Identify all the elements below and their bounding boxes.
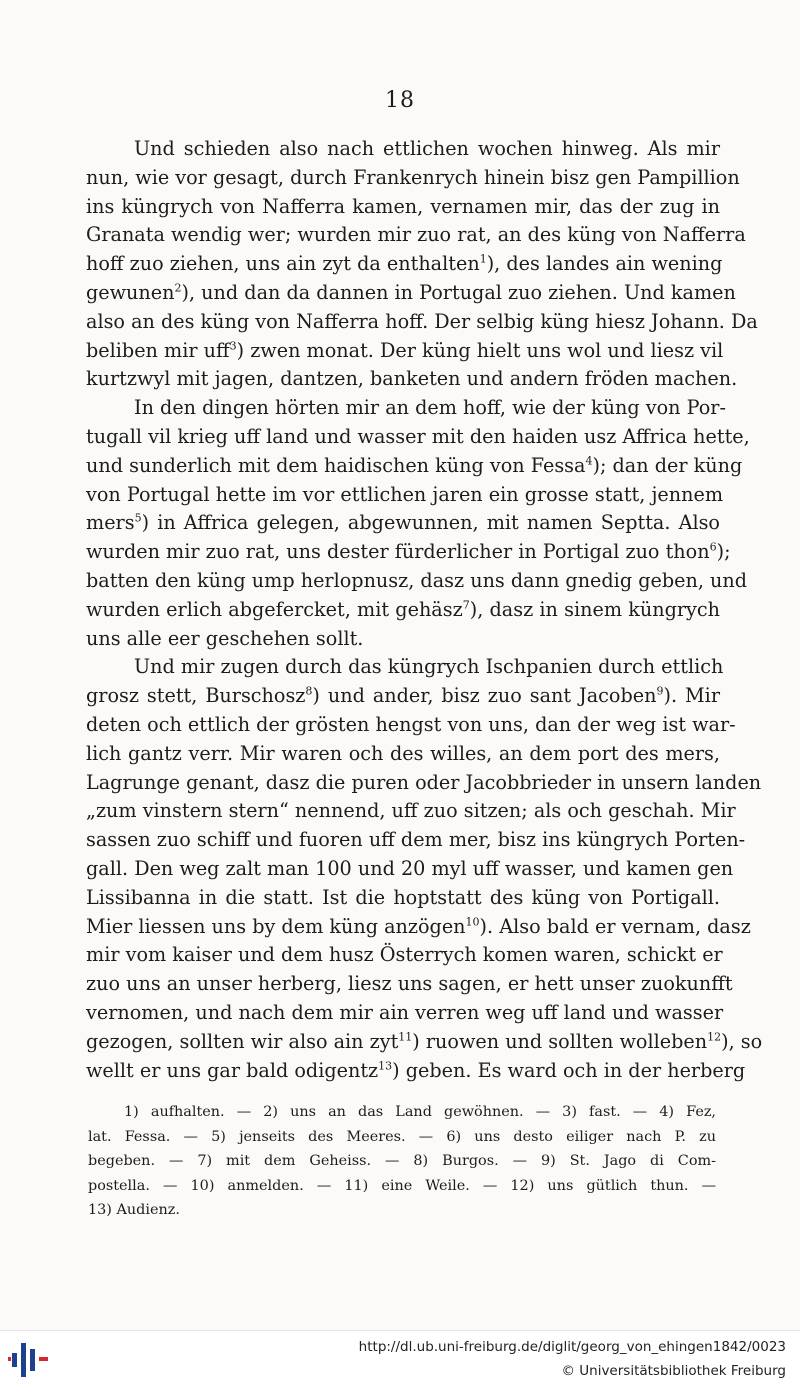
text-segment: nun, wie vor gesagt, durch Frankenrych hinein bisz gen Pampillion — [86, 165, 740, 189]
footnote-ref: 7 — [462, 598, 470, 612]
footnote-ref: 6 — [709, 540, 717, 554]
text-segment: gall. Den weg zalt man 100 und 20 myl uff wasser, und kamen gen — [86, 856, 734, 880]
footnote-line: postella. — 10) anmelden. — 11) eine Weile. — 12) uns gütlich thun. — — [88, 1177, 716, 1194]
text-segment: „zum vinstern stern“ nennend, uff zuo sitzen; als och geschah. Mir — [86, 799, 736, 823]
text-segment: tugall vil krieg uff land und wasser mit den haiden usz Affrica hette, — [86, 424, 750, 448]
text-line — [86, 509, 720, 538]
copyright-notice: © Universitätsbibliothek Freiburg — [561, 1363, 786, 1379]
text-segment: ), so — [721, 1029, 763, 1053]
text-line — [86, 308, 758, 337]
text-segment: ). Also bald er vernam, dasz — [479, 914, 751, 938]
text-segment: also an des küng von Nafferra hoff. Der selbig küng hiesz Johann. Da — [86, 309, 758, 333]
viewer-footer — [0, 1330, 800, 1389]
text-segment: mir vom kaiser und dem husz Österrych komen waren, schickt er — [86, 943, 723, 967]
text-line — [86, 711, 736, 740]
footnote-line: begeben. — 7) mit dem Geheiss. — 8) Burgos. — 9) St. Jago di Com- — [88, 1153, 716, 1169]
text-segment: Mier liessen uns by dem küng anzögen — [86, 914, 466, 938]
text-segment: und sunderlich mit dem haidischen küng von Fessa — [86, 453, 586, 477]
text-segment: deten och ettlich der grösten hengst von uns, dan der weg ist war- — [86, 712, 736, 736]
text-segment: ) zwen monat. Der küng hielt uns wol und liesz vil — [236, 338, 724, 362]
text-segment: ) in Affrica gelegen, abgewunnen, mit namen Septta. Also — [141, 511, 720, 535]
text-segment: hoff zuo ziehen, uns ain zyt da enthalten — [86, 252, 480, 276]
text-segment: wurden mir zuo rat, uns dester fürderlicher in Portigal zuo thon — [86, 540, 710, 564]
text-segment: Granata wendig wer; wurden mir zuo rat, an des küng von Nafferra — [86, 223, 746, 247]
footnote-ref: 4 — [585, 454, 593, 468]
text-segment: ) und ander, bisz zuo sant Jacoben — [312, 684, 657, 708]
text-line — [86, 221, 746, 250]
text-line — [86, 1057, 746, 1086]
footnotes — [88, 1100, 716, 1223]
text-segment: mers — [86, 511, 135, 535]
text-line — [86, 913, 751, 942]
footnote-ref: 2 — [174, 281, 182, 295]
text-segment: grosz stett, Burschosz — [86, 684, 306, 708]
text-line — [86, 365, 738, 394]
text-segment: Lissibanna in die statt. Ist die hoptstatt des küng von Portigall. — [86, 885, 720, 909]
text-line — [86, 164, 740, 193]
footnote-line: 13) Audienz. — [88, 1202, 180, 1218]
text-segment: uns alle eer geschehen sollt. — [86, 626, 364, 650]
text-segment: vernomen, und nach dem mir ain verren weg uff land und wasser — [86, 1000, 724, 1024]
text-segment: von Portugal hette im vor ettlichen jaren ein grosse statt, jennem — [86, 482, 724, 506]
text-segment: Und mir zugen durch das küngrych Ischpanien durch ettlich — [134, 655, 724, 679]
text-line — [86, 596, 720, 625]
ub-freiburg-logo-icon[interactable] — [8, 1339, 52, 1381]
text-line — [86, 279, 736, 308]
text-line — [86, 797, 736, 826]
text-segment: ); dan der küng — [592, 453, 743, 477]
footnote-ref: 8 — [305, 684, 313, 698]
text-segment: zuo uns an unser herberg, liesz uns sagen, er hett unser zuokunfft — [86, 972, 733, 996]
text-line — [86, 481, 724, 510]
text-line — [86, 337, 724, 366]
footnote-ref: 11 — [398, 1030, 413, 1044]
footnote-ref: 10 — [465, 915, 480, 929]
footnote-line: lat. Fessa. — 5) jenseits des Meeres. — 6) uns desto eiliger nach P. zu — [88, 1128, 716, 1145]
text-line — [86, 884, 720, 913]
text-line — [86, 999, 724, 1028]
footnote-ref: 13 — [378, 1059, 393, 1073]
text-segment: ins küngrych von Nafferra kamen, vernamen mir, das der zug in — [86, 194, 720, 218]
text-segment: ); — [716, 540, 731, 564]
text-line — [86, 538, 731, 567]
footnote-line: 1) aufhalten. — 2) uns an das Land gewöhnen. — 3) fast. — 4) Fez, — [124, 1104, 716, 1120]
text-line — [86, 1028, 763, 1057]
text-segment: batten den küng ump herlopnusz, dasz uns dann gnedig geben, und — [86, 568, 748, 592]
text-segment: kurtzwyl mit jagen, dantzen, banketen und andern fröden machen. — [86, 367, 738, 391]
text-line — [86, 769, 762, 798]
text-segment: wurden erlich abgefercket, mit gehäsz — [86, 597, 463, 621]
text-segment: sassen zuo schiff und fuoren uff dem mer, bisz ins küngrych Porten- — [86, 828, 746, 852]
page-number: 18 — [385, 88, 415, 113]
text-segment: ) geben. Es ward och in der herberg — [392, 1058, 746, 1082]
footnote-ref: 3 — [229, 339, 237, 353]
text-segment: wellt er uns gar bald odigentz — [86, 1058, 379, 1082]
text-segment: ), des landes ain wening — [486, 252, 723, 276]
text-segment: In den dingen hörten mir an dem hoff, wie der küng von Por- — [134, 396, 726, 420]
text-line — [86, 394, 726, 423]
text-segment: ), dasz in sinem küngrych — [469, 597, 720, 621]
text-segment: beliben mir uff — [86, 338, 230, 362]
text-line — [86, 855, 734, 884]
footnote-ref: 1 — [479, 252, 487, 266]
text-segment: ) ruowen und sollten wolleben — [412, 1029, 708, 1053]
text-line — [86, 423, 750, 452]
text-line — [86, 826, 746, 855]
text-line — [86, 135, 720, 164]
text-segment: Und schieden also nach ettlichen wochen hinweg. Als mir — [134, 137, 720, 160]
footnote-ref: 12 — [707, 1030, 722, 1044]
text-line — [86, 970, 733, 999]
text-line — [86, 567, 748, 596]
text-line — [86, 653, 724, 682]
text-segment: ), und dan da dannen in Portugal zuo ziehen. Und kamen — [181, 280, 736, 304]
text-line — [86, 740, 720, 769]
text-segment: gewunen — [86, 280, 175, 304]
text-line — [86, 625, 720, 654]
footnote-ref: 9 — [656, 684, 664, 698]
text-line — [86, 452, 743, 481]
text-line — [86, 682, 720, 711]
text-segment: gezogen, sollten wir also ain zyt — [86, 1029, 399, 1053]
text-line — [86, 250, 723, 279]
text-segment: lich gantz verr. Mir waren och des willes, an dem port des mers, — [86, 741, 720, 765]
document-url[interactable]: http://dl.ub.uni-freiburg.de/diglit/georg_von_ehingen1842/0023 — [358, 1339, 786, 1355]
footnote-ref: 5 — [134, 511, 142, 525]
text-segment: ). Mir — [663, 684, 720, 708]
text-line — [86, 193, 720, 222]
text-segment: Lagrunge genant, dasz die puren oder Jacobbrieder in unsern landen — [86, 770, 762, 794]
text-line — [86, 941, 723, 970]
main-text — [86, 135, 763, 1085]
